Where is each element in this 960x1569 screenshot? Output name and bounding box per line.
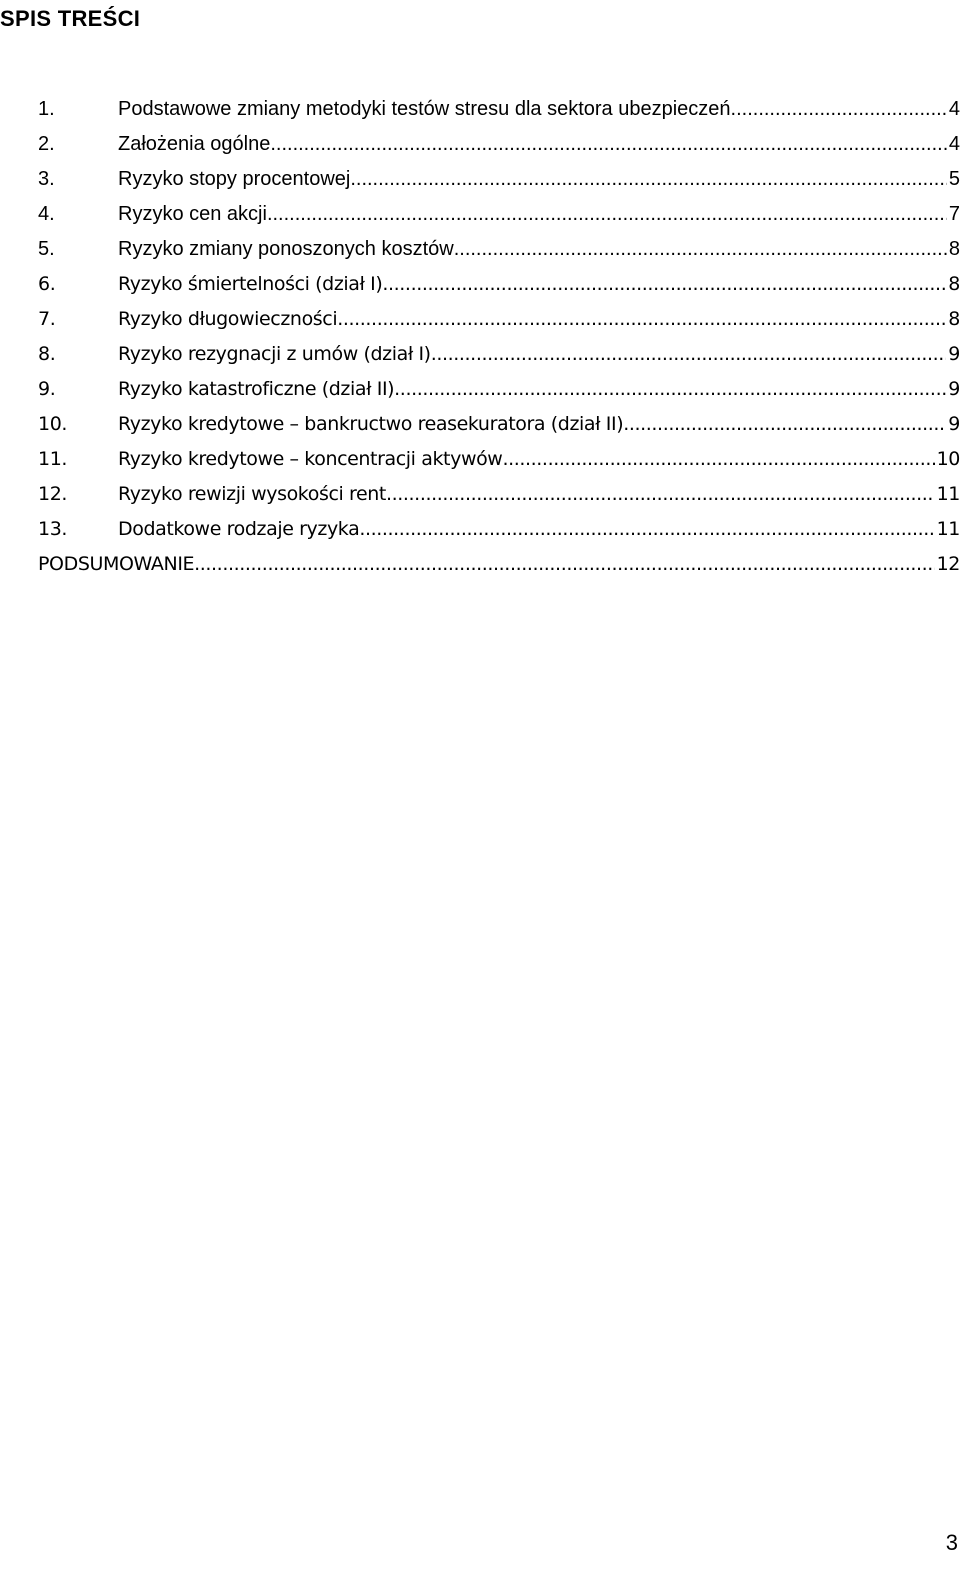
toc-dot-leader xyxy=(386,477,935,512)
toc-entry-page: 12 xyxy=(936,553,960,575)
toc-entry-number: 2. xyxy=(38,133,55,155)
toc-entry-13[interactable] xyxy=(38,512,960,547)
toc-entry-number: 6. xyxy=(38,273,56,295)
toc-entry-label: Ryzyko śmiertelności (dział I) xyxy=(118,273,383,295)
toc-entry-10[interactable] xyxy=(38,407,960,442)
toc-entry-7[interactable] xyxy=(38,302,960,337)
toc-dot-leader xyxy=(350,162,947,197)
toc-entry-summary[interactable] xyxy=(38,547,960,582)
toc-entry-page: 8 xyxy=(948,308,960,330)
toc-dot-leader xyxy=(394,372,946,407)
toc-entry-label: Ryzyko kredytowe – bankructwo reasekuratora (dział II) xyxy=(118,413,624,435)
toc-entry-11[interactable] xyxy=(38,442,960,477)
toc-entry-label: Ryzyko zmiany ponoszonych kosztów xyxy=(118,238,454,260)
toc-entry-label: Ryzyko rezygnacji z umów (dział I) xyxy=(118,343,431,365)
table-of-contents xyxy=(38,92,960,582)
toc-entry-number: 3. xyxy=(38,168,55,190)
page-number: 3 xyxy=(945,1530,958,1555)
toc-entry-label: PODSUMOWANIE xyxy=(38,553,195,575)
toc-entry-number: 5. xyxy=(38,238,55,260)
toc-dot-leader xyxy=(359,512,934,547)
toc-entry-9[interactable] xyxy=(38,372,960,407)
toc-entry-page: 7 xyxy=(948,203,960,225)
toc-entry-label: Ryzyko stopy procentowej xyxy=(118,168,351,190)
toc-entry-6[interactable] xyxy=(38,267,960,302)
toc-entry-label: Założenia ogólne xyxy=(118,133,271,155)
toc-dot-leader xyxy=(502,442,934,477)
toc-dot-leader xyxy=(623,407,946,442)
toc-dot-leader xyxy=(194,547,934,582)
toc-entry-number: 7. xyxy=(38,308,56,330)
toc-entry-page: 11 xyxy=(936,518,960,540)
toc-entry-page: 4 xyxy=(948,133,960,155)
toc-entry-label: Ryzyko długowieczności xyxy=(118,308,338,330)
toc-entry-label: Ryzyko rewizji wysokości rent xyxy=(118,483,386,505)
toc-dot-leader xyxy=(431,337,947,372)
toc-entry-2[interactable] xyxy=(38,127,960,162)
toc-entry-number: 8. xyxy=(38,343,56,365)
toc-dot-leader xyxy=(731,92,947,127)
toc-entry-number: 10. xyxy=(38,413,68,435)
toc-entry-12[interactable] xyxy=(38,477,960,512)
toc-entry-page: 9 xyxy=(948,378,960,400)
toc-dot-leader xyxy=(454,232,947,267)
toc-entry-number: 13. xyxy=(38,518,68,540)
toc-dot-leader xyxy=(337,302,946,337)
toc-entry-label: Ryzyko kredytowe – koncentracji aktywów xyxy=(118,448,503,470)
toc-entry-number: 1. xyxy=(38,98,55,120)
toc-entry-8[interactable] xyxy=(38,337,960,372)
toc-entry-label: Ryzyko cen akcji xyxy=(118,203,267,225)
toc-entry-3[interactable] xyxy=(38,162,960,197)
page-title: SPIS TREŚCI xyxy=(0,6,141,31)
toc-entry-page: 10 xyxy=(936,448,960,470)
toc-entry-page: 9 xyxy=(948,343,960,365)
toc-entry-page: 4 xyxy=(948,98,960,120)
toc-entry-number: 4. xyxy=(38,203,55,225)
toc-entry-number: 9. xyxy=(38,378,56,400)
toc-entry-page: 11 xyxy=(936,483,960,505)
toc-entry-number: 11. xyxy=(38,448,68,470)
toc-dot-leader xyxy=(270,127,947,162)
toc-entry-page: 9 xyxy=(948,413,960,435)
toc-dot-leader xyxy=(382,267,946,302)
toc-entry-4[interactable] xyxy=(38,197,960,232)
toc-dot-leader xyxy=(267,197,947,232)
toc-entry-page: 5 xyxy=(948,168,960,190)
toc-entry-page: 8 xyxy=(948,273,960,295)
toc-entry-label: Dodatkowe rodzaje ryzyka xyxy=(118,518,360,540)
toc-entry-page: 8 xyxy=(948,238,960,260)
toc-entry-5[interactable] xyxy=(38,232,960,267)
toc-entry-number: 12. xyxy=(38,483,68,505)
toc-entry-label: Podstawowe zmiany metodyki testów stresu dla sektora ubezpieczeń xyxy=(118,98,731,120)
toc-entry-1[interactable] xyxy=(38,92,960,127)
toc-entry-label: Ryzyko katastroficzne (dział II) xyxy=(118,378,395,400)
